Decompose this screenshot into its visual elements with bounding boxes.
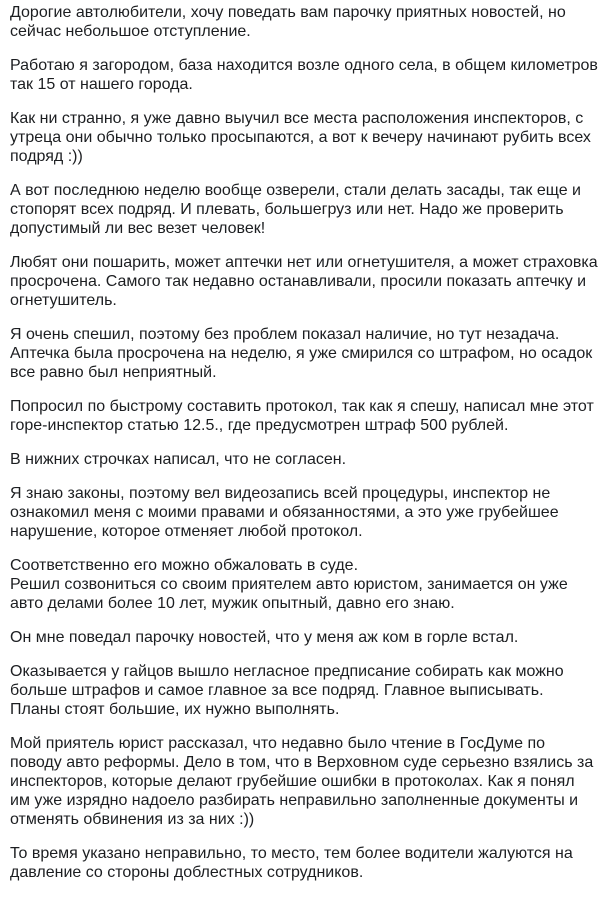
paragraph: Дорогие автолюбители, хочу поведать вам парочку приятных новостей, но сейчас небольшое отступление. bbox=[10, 4, 566, 40]
paragraph: Попросил по быстрому составить протокол, так как я спешу, написал мне этот горе-инспектор статью 12.5., где предусмотрен штраф 500 рублей. bbox=[10, 398, 594, 434]
paragraph: Я очень спешил, поэтому без проблем показал наличие, но тут незадача. Аптечка была просрочена на неделю, я уже смирился со штрафом, но осадок все равно был неприятный. bbox=[10, 326, 593, 381]
article-body bbox=[10, 3, 606, 897]
paragraph: Я знаю законы, поэтому вел видеозапись всей процедуры, инспектор не ознакомил меня с моими правами и обязанностями, а это уже грубейшее нарушение, которое отменяет любой протокол. bbox=[10, 485, 559, 540]
paragraph: А вот последнюю неделю вообще озверели, стали делать засады, так еще и стопорят всех подряд. И плевать, большегруз или нет. Надо же проверить допустимый ли вес везет человек! bbox=[10, 182, 581, 237]
paragraph: Любят они пошарить, может аптечки нет или огнетушителя, а может страховка просрочена. Самого так недавно останавливали, просили показать аптечку и огнетушитель. bbox=[10, 254, 598, 309]
paragraph: В нижних строчках написал, что не согласен. bbox=[10, 451, 347, 468]
paragraph: Мой приятель юрист рассказал, что недавно было чтение в ГосДуме по поводу авто реформы. Дело в том, что в Верховном суде серьезно взялись за инспекторов, которые делают грубейшие ошибки в протоколах. Как я понял им уже изрядно надоело разбирать неправильно заполненные документы и отменять обвинения из за них :)) bbox=[10, 735, 594, 828]
paragraph: Работаю я загородом, база находится возле одного села, в общем километров так 15 от нашего города. bbox=[10, 57, 598, 93]
paragraph: Оказывается у гайцов вышло негласное предписание собирать как можно больше штрафов и самое главное за все подряд. Главное выписывать. Планы стоят большие, их нужно выполнять. bbox=[10, 663, 564, 718]
paragraph: То время указано неправильно, то место, тем более водители жалуются на давление со стороны доблестных сотрудников. bbox=[10, 845, 573, 881]
paragraph: Он мне поведал парочку новостей, что у меня аж ком в горле встал. bbox=[10, 629, 519, 646]
paragraph: Как ни странно, я уже давно выучил все места расположения инспекторов, с утреца они обычно только просыпаются, а вот к вечеру начинают рубить всех подряд :)) bbox=[10, 110, 591, 165]
paragraph: Соответственно его можно обжаловать в суде. Решил созвониться со своим приятелем авто юристом, занимается он уже авто делами более 10 лет, мужик опытный, давно его знаю. bbox=[10, 557, 568, 612]
